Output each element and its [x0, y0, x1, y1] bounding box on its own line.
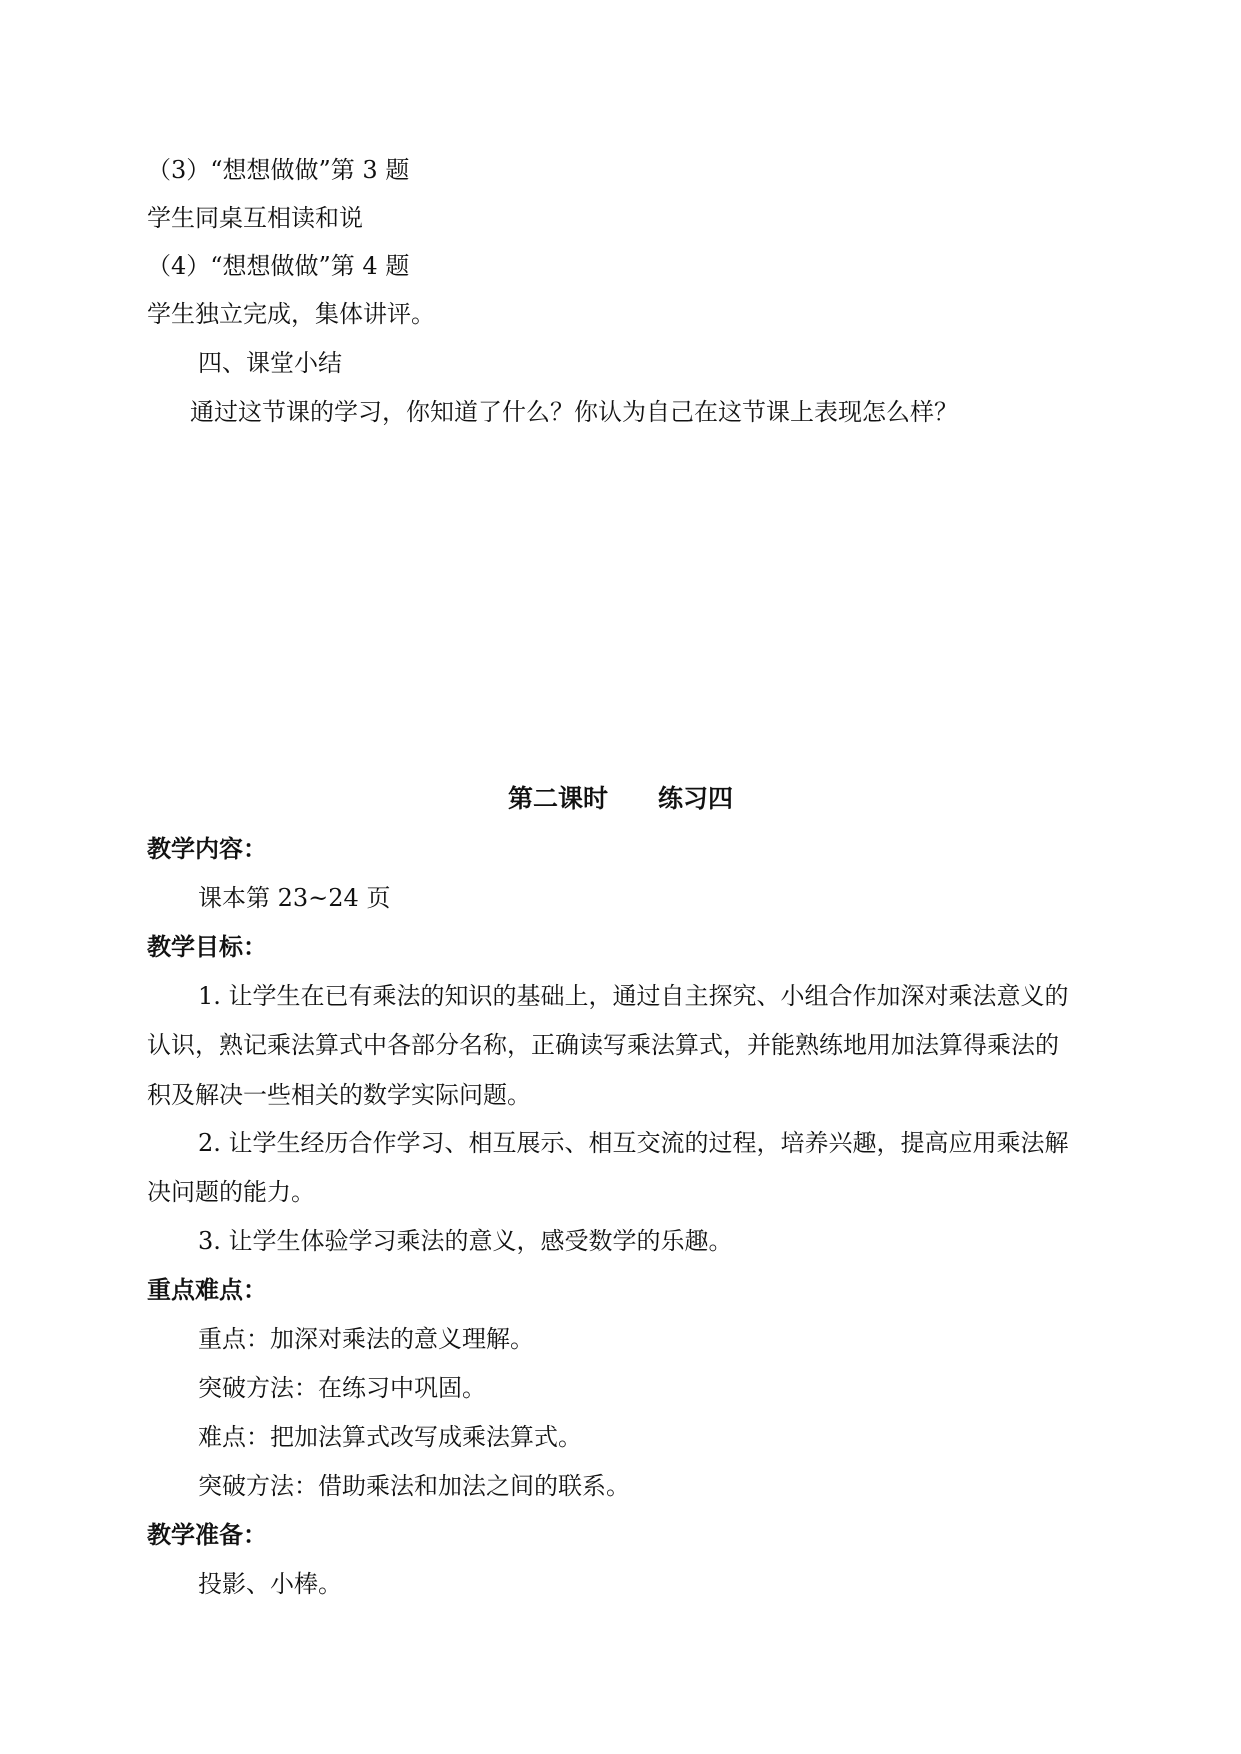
keypoints-heading: 重点难点：	[147, 1276, 267, 1304]
item3-heading: （3）“想想做做”第 3 题	[147, 156, 410, 184]
lesson-title: 第二课时 练习四	[508, 784, 734, 813]
goal1-line3: 积及解决一些相关的数学实际问题。	[147, 1081, 531, 1109]
goal2-line1: 2. 让学生经历合作学习、相互展示、相互交流的过程，培养兴趣，提高应用乘法解	[198, 1129, 1069, 1157]
prep-text: 投影、小棒。	[198, 1570, 342, 1598]
section4-heading: 四、课堂小结	[198, 349, 342, 377]
keypoint: 重点：加深对乘法的意义理解。	[198, 1325, 534, 1353]
keypoint-method: 突破方法：在练习中巩固。	[198, 1374, 486, 1402]
goal2-line2: 决问题的能力。	[147, 1178, 315, 1206]
difficulty-method: 突破方法：借助乘法和加法之间的联系。	[198, 1472, 630, 1500]
content-heading: 教学内容：	[147, 835, 267, 863]
prep-heading: 教学准备：	[147, 1521, 267, 1549]
goal1-line2: 认识，熟记乘法算式中各部分名称，正确读写乘法算式，并能熟练地用加法算得乘法的	[147, 1031, 1059, 1059]
goals-heading: 教学目标：	[147, 933, 267, 961]
content-text: 课本第 23~24 页	[198, 884, 391, 912]
item4-note: 学生独立完成，集体讲评。	[147, 300, 435, 328]
item3-note: 学生同桌互相读和说	[147, 204, 363, 232]
difficulty: 难点：把加法算式改写成乘法算式。	[198, 1423, 582, 1451]
section4-text: 通过这节课的学习，你知道了什么？你认为自己在这节课上表现怎么样？	[190, 398, 958, 426]
goal1-line1: 1. 让学生在已有乘法的知识的基础上，通过自主探究、小组合作加深对乘法意义的	[198, 982, 1069, 1010]
goal3: 3. 让学生体验学习乘法的意义，感受数学的乐趣。	[198, 1227, 733, 1255]
item4-heading: （4）“想想做做”第 4 题	[147, 252, 410, 280]
